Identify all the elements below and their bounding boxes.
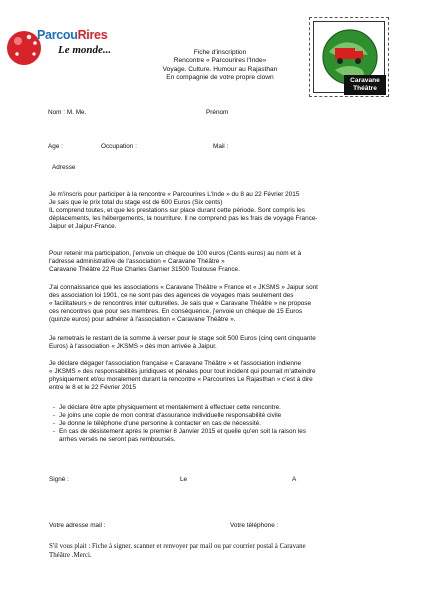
adresse-label: Adresse (52, 164, 76, 171)
header-line: Voyage. Culture. Humour au Rajasthan (162, 65, 278, 73)
list-item-text: arrhes versés ne seront pas remboursés. (59, 436, 176, 444)
list-item-text: En cas de désistement après le premier 8 Janvier 2015 et quelle qu'en soit la raison les (59, 428, 307, 436)
text-line: Je remetrais le restant de la somme à verser pour le stage soit 500 Euros (cinq cent cinquante (49, 335, 316, 342)
paragraph-price (49, 191, 379, 231)
list-item: - Je donne le téléphone d'une personne à contacter en cas de nécessité. (52, 420, 261, 428)
logo-text-rires: Rires (77, 28, 108, 42)
text-line: Je déclare dégager l'association française « Caravane Théâtre » et l'association indienne (49, 360, 302, 367)
age-label: Age : (48, 143, 63, 150)
text-line: S'il vous plait : Fiche à signer, scanner et renvoyer par mail ou par courrier postal à Caravane (49, 543, 306, 550)
list-item: - En cas de désistement après le premier 8 Janvier 2015 et quelle qu'en soit la raison les arrhes versés ne seront pas remboursés. (52, 428, 307, 444)
text-line: entre le 8 et le 22 Février 2015 (49, 384, 137, 392)
logo (4, 24, 132, 70)
mail-label: Mail : (213, 143, 229, 150)
text-line: Je sais que le prix total du stage est de 600 Euros (Six cents) (49, 199, 223, 207)
text-line: Pour retenir ma participation, j'envoie un chèque de 100 euros (Cents euros) au nom et à (49, 250, 302, 257)
footer-note (49, 543, 306, 560)
list-item-text: Je joins une copie de mon contrat d'assurance individuelle responsabilité civile (59, 412, 282, 420)
text-line: (quinze euros) pour adhérer à l'association « Caravane Théâtre ». (49, 316, 236, 324)
phone-label: Votre téléphone : (230, 522, 279, 529)
occupation-label: Occupation : (101, 143, 137, 150)
declarations-list (49, 404, 306, 444)
text-line: des association loi 1901, ce ne sont pas des agences de voyages mais seulement des (49, 292, 294, 300)
nom-label: Nom : M. Me. (48, 109, 87, 116)
text-line: IL comprend toutes, et que les prestations sur place durant cette période. Sont compris les (49, 207, 305, 215)
paragraph-deposit (49, 250, 379, 274)
paragraph-liability (49, 360, 379, 392)
list-item-text: Je déclare être apte physiquement et mentalement à effectuer cette rencontre. (59, 404, 281, 411)
signature-label: Signé : (49, 476, 69, 483)
logo-tagline: Le monde... (58, 44, 112, 56)
text-line: « JKSMS » des responsabilités juridiques et pénales pour tout incident qui pourrait m'atteindre (49, 368, 316, 376)
stamp-label-line2: Théâtre (353, 85, 377, 92)
prenom-label: Prénom (206, 109, 229, 116)
text-line: ces rencontres que pour ses membres. En conséquence, j'envoie un chèque de 15 Euros (49, 308, 303, 316)
text-line: Jaipur et Jaipur-France. (49, 223, 117, 231)
list-item: - Je joins une copie de mon contrat d'assurance individuelle responsabilité civile (52, 412, 282, 420)
text-line: « facilitateurs » de rencontres inter culturelles. Je sais que « Caravane Théâtre » ne propose (49, 300, 312, 308)
text-line: l'adresse administrative de l'association « Caravane Théâtre » (49, 258, 225, 266)
form-header (120, 49, 320, 82)
stamp-label (344, 75, 386, 95)
text-line: physiquement et/ou moralement durant la rencontre « Parcourires Le Rajasthan » c'est à dire (49, 376, 313, 384)
date-label: Le (180, 476, 188, 483)
text-line: Je m'inscris pour participer à la rencontre « Parcourires L'Inde » du 8 au 22 Février 2015 (49, 191, 300, 198)
email-label: Votre adresse mail : (49, 522, 106, 529)
list-item-text: Je donne le téléphone d'une personne à contacter en cas de nécessité. (59, 420, 261, 428)
stamp-label-line1: Caravane (350, 77, 380, 84)
text-line: déplacements, les hébergements, la nourriture. Il ne comprend pas les frais de voyage France- (49, 215, 318, 223)
header-line: En compagnie de votre propre clown (166, 73, 274, 81)
text-line: Euros) à l'association « JKSMS » dès mon arrivée à Jaipur. (49, 343, 217, 351)
text-line: Caravane Théâtre 22 Rue Charles Garnier 31500 Toulouse France. (49, 266, 240, 274)
list-item: - Je déclare être apte physiquement et mentalement à effectuer cette rencontre. (52, 404, 281, 411)
paragraph-associations (49, 284, 379, 324)
text-line: J'ai connaissance que les associations « Caravane Théâtre » France et « JKSMS » Jaipur sont (49, 284, 318, 291)
header-line: Fiche d'inscription (193, 49, 247, 56)
header-line: Rencontre « Parcourires l'Inde» (173, 57, 267, 65)
place-label: A (292, 476, 297, 483)
text-line: Théâtre .Merci. (49, 551, 92, 559)
logo-text-parcou: Parcou (37, 28, 78, 42)
caravane-theatre-stamp (309, 17, 389, 97)
paragraph-balance (49, 335, 379, 351)
